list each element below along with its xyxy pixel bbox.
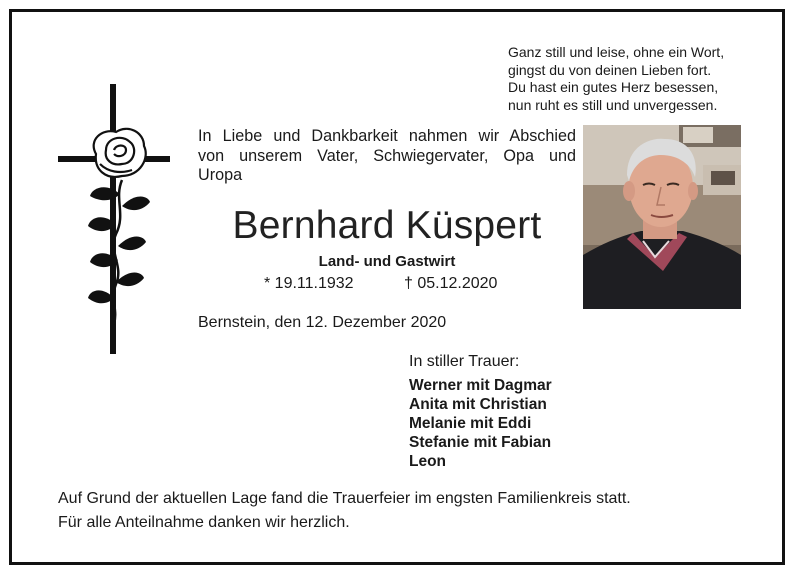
mourner: Stefanie mit Fabian bbox=[409, 434, 552, 451]
cross-with-rose-icon bbox=[56, 84, 172, 354]
poem-line: gingst du von deinen Lieben fort. bbox=[508, 61, 712, 78]
footer-line: Für alle Anteilnahme danken wir herzlich. bbox=[58, 514, 350, 531]
intro-line: Uropa bbox=[198, 166, 243, 184]
death-date: † 05.12.2020 bbox=[404, 275, 498, 292]
mourner: Melanie mit Eddi bbox=[409, 415, 532, 432]
birth-date: * 19.11.1932 bbox=[264, 275, 354, 292]
mourner: Werner mit Dagmar bbox=[409, 377, 552, 394]
intro-line: In Liebe und Dankbarkeit nahmen wir Abschied bbox=[198, 127, 576, 145]
poem bbox=[508, 44, 778, 114]
mourner: Anita mit Christian bbox=[409, 396, 547, 413]
place-date: Bernstein, den 12. Dezember 2020 bbox=[198, 314, 447, 331]
footer-line: Auf Grund der aktuellen Lage fand die Trauerfeier im engsten Familienkreis statt. bbox=[58, 490, 631, 507]
poem-line: nun ruht es still und unvergessen. bbox=[508, 96, 718, 113]
mourning-label: In stiller Trauer: bbox=[409, 353, 520, 370]
intro-text bbox=[198, 127, 576, 186]
mourner: Leon bbox=[409, 453, 447, 470]
deceased-profession: Land- und Gastwirt bbox=[318, 253, 456, 270]
portrait-photo bbox=[583, 125, 741, 309]
mourners-list bbox=[409, 376, 552, 471]
deceased-name: Bernhard Küspert bbox=[232, 204, 542, 247]
intro-line: von unserem Vater, Schwiegervater, Opa und bbox=[198, 146, 576, 165]
poem-line: Ganz still und leise, ohne ein Wort, bbox=[508, 44, 725, 60]
poem-line: Du hast ein gutes Herz besessen, bbox=[508, 79, 719, 95]
footer-text bbox=[58, 487, 631, 535]
